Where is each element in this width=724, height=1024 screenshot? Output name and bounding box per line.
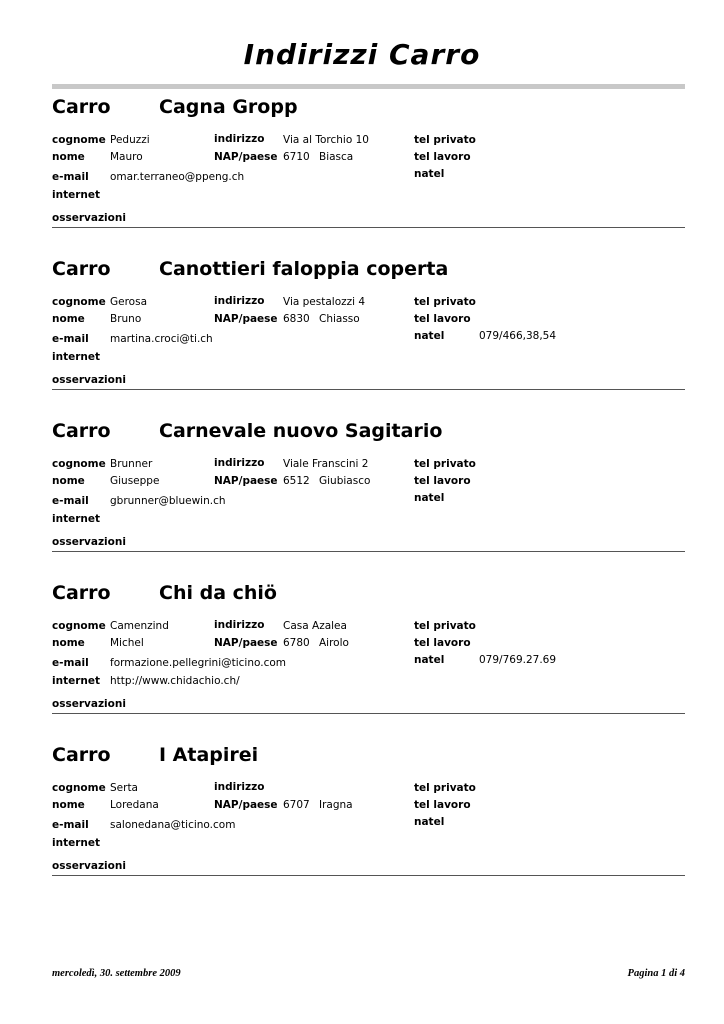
label-indirizzo: indirizzo [214,295,265,307]
natel-value: 079/466,38,54 [479,330,557,342]
label-indirizzo: indirizzo [214,619,265,631]
record-kind: Carro [52,420,111,442]
label-tel-privato: tel privato [414,296,476,308]
title-divider [52,84,685,89]
label-indirizzo: indirizzo [214,781,265,793]
label-osservazioni: osservazioni [52,212,126,224]
contact-record [52,582,685,722]
paese-value: Chiasso [319,313,360,325]
label-cognome: cognome [52,782,106,794]
contact-record [52,96,685,236]
indirizzo-value: Viale Franscini 2 [283,458,369,470]
email-value: martina.croci@ti.ch [110,333,213,345]
paese-value: Biasca [319,151,354,163]
indirizzo-value: Via al Torchio 10 [283,134,369,146]
footer-date: mercoledì, 30. settembre 2009 [52,968,181,979]
indirizzo-value: Via pestalozzi 4 [283,296,366,308]
label-internet: internet [52,513,101,525]
nome-value: Loredana [110,799,159,811]
label-natel: natel [414,654,445,666]
label-tel-lavoro: tel lavoro [414,475,471,487]
nome-value: Bruno [110,313,142,325]
label-nome: nome [52,799,85,811]
label-tel-lavoro: tel lavoro [414,313,471,325]
nap-value: 6512 [283,475,310,487]
email-value: formazione.pellegrini@ticino.com [110,657,286,669]
nome-value: Mauro [110,151,143,163]
nap-value: 6830 [283,313,310,325]
label-email: e-mail [52,171,89,183]
label-tel-privato: tel privato [414,782,476,794]
label-natel: natel [414,816,445,828]
label-indirizzo: indirizzo [214,133,265,145]
record-divider [52,227,685,228]
email-value: salonedana@ticino.com [110,819,236,831]
natel-value: 079/769.27.69 [479,654,557,666]
nome-value: Giuseppe [110,475,160,487]
record-name: Cagna Gropp [159,96,298,118]
label-tel-lavoro: tel lavoro [414,637,471,649]
record-divider [52,713,685,714]
label-email: e-mail [52,657,89,669]
contact-record [52,744,685,884]
label-nome: nome [52,475,85,487]
label-osservazioni: osservazioni [52,698,126,710]
label-internet: internet [52,675,101,687]
label-internet: internet [52,837,101,849]
label-nap-paese: NAP/paese [214,799,278,811]
label-natel: natel [414,492,445,504]
email-value: gbrunner@bluewin.ch [110,495,226,507]
label-email: e-mail [52,819,89,831]
record-divider [52,875,685,876]
label-tel-privato: tel privato [414,620,476,632]
label-cognome: cognome [52,296,106,308]
record-kind: Carro [52,744,111,766]
label-tel-privato: tel privato [414,458,476,470]
nap-value: 6780 [283,637,310,649]
page-title: Indirizzi Carro [243,38,481,71]
email-value: omar.terraneo@ppeng.ch [110,171,245,183]
indirizzo-value: Casa Azalea [283,620,347,632]
record-kind: Carro [52,258,111,280]
cognome-value: Camenzind [110,620,169,632]
paese-value: Airolo [319,637,349,649]
label-nome: nome [52,151,85,163]
label-nome: nome [52,313,85,325]
record-divider [52,389,685,390]
internet-value: http://www.chidachio.ch/ [110,675,240,687]
record-kind: Carro [52,582,111,604]
label-email: e-mail [52,333,89,345]
label-osservazioni: osservazioni [52,536,126,548]
label-nap-paese: NAP/paese [214,313,278,325]
nome-value: Michel [110,637,144,649]
nap-value: 6710 [283,151,310,163]
cognome-value: Gerosa [110,296,148,308]
label-cognome: cognome [52,134,106,146]
label-nome: nome [52,637,85,649]
label-osservazioni: osservazioni [52,374,126,386]
label-nap-paese: NAP/paese [214,151,278,163]
label-email: e-mail [52,495,89,507]
cognome-value: Peduzzi [110,134,150,146]
contact-record [52,420,685,560]
record-name: Carnevale nuovo Sagitario [159,420,443,442]
label-cognome: cognome [52,458,106,470]
label-nap-paese: NAP/paese [214,637,278,649]
nap-value: 6707 [283,799,310,811]
footer-page-number: Pagina 1 di 4 [627,968,685,979]
record-name: I Atapirei [159,744,259,766]
label-natel: natel [414,168,445,180]
record-kind: Carro [52,96,111,118]
record-name: Canottieri faloppia coperta [159,258,449,280]
paese-value: Iragna [319,799,353,811]
label-tel-lavoro: tel lavoro [414,799,471,811]
paese-value: Giubiasco [319,475,371,487]
record-divider [52,551,685,552]
cognome-value: Serta [110,782,138,794]
label-osservazioni: osservazioni [52,860,126,872]
contact-record [52,258,685,398]
label-nap-paese: NAP/paese [214,475,278,487]
cognome-value: Brunner [110,458,153,470]
label-indirizzo: indirizzo [214,457,265,469]
label-tel-privato: tel privato [414,134,476,146]
label-tel-lavoro: tel lavoro [414,151,471,163]
label-cognome: cognome [52,620,106,632]
label-internet: internet [52,351,101,363]
label-natel: natel [414,330,445,342]
record-name: Chi da chiö [159,582,277,604]
label-internet: internet [52,189,101,201]
